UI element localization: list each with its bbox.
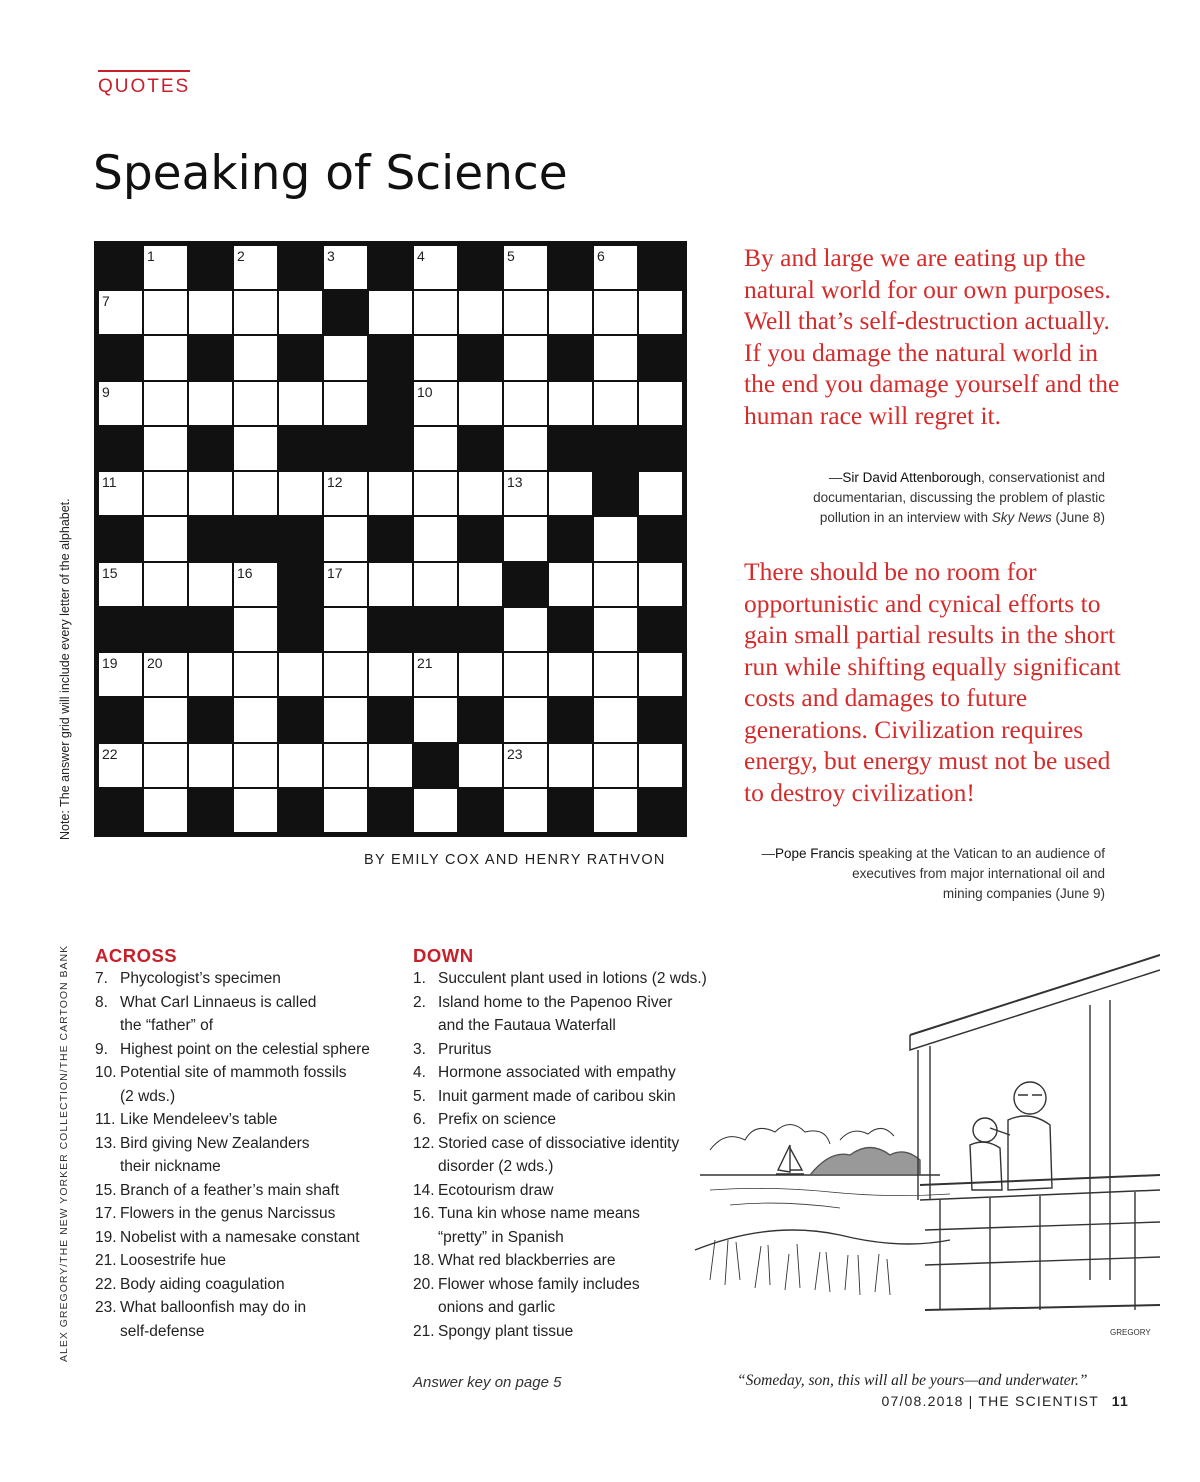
- clue-text: Island home to the Papenoo River and the Fautaua Waterfall: [438, 993, 673, 1034]
- crossword-cell: [234, 427, 277, 470]
- attribution-text: , conservationist and: [981, 470, 1105, 485]
- crossword-cell: [549, 382, 592, 425]
- crossword-cell: [504, 698, 547, 741]
- clue-number: 23.: [95, 1299, 117, 1316]
- cell-number: 4: [417, 248, 425, 264]
- clue-item: [413, 1249, 733, 1273]
- crossword-cell: [594, 246, 637, 289]
- clue-number: 14.: [413, 1181, 435, 1199]
- clue-number: 13.: [95, 1134, 117, 1152]
- clue-text: Loosestrife hue: [120, 1252, 226, 1269]
- cell-number: 15: [102, 564, 118, 581]
- clue-item: [413, 1108, 733, 1132]
- crossword-cell: [234, 698, 277, 741]
- attribution-date: (June 8): [1051, 510, 1105, 525]
- crossword-cell: [324, 653, 367, 696]
- crossword-cell: [504, 246, 547, 289]
- crossword-cell: [369, 744, 412, 787]
- cell-number: 19: [102, 655, 118, 672]
- page-number: 11: [1111, 1393, 1129, 1409]
- attribution-text: pollution in an interview with: [819, 510, 992, 525]
- clue-text: Flowers in the genus Narcissus: [120, 1205, 336, 1222]
- crossword-cell: [324, 517, 367, 560]
- clue-text: Highest point on the celestial sphere: [120, 1040, 370, 1058]
- crossword-cell: [639, 744, 682, 787]
- crossword-cell: [369, 563, 412, 606]
- clue-item: [95, 1108, 385, 1132]
- crossword-cell: [279, 472, 322, 515]
- crossword-cell: [504, 472, 547, 515]
- clue-item: [95, 1249, 385, 1273]
- crossword-cell: [144, 382, 187, 425]
- clue-text: Inuit garment made of caribou skin: [438, 1087, 676, 1105]
- crossword-cell: [324, 698, 367, 741]
- cell-number: 12: [327, 474, 343, 491]
- cell-number: 9: [102, 383, 110, 400]
- crossword-cell: [504, 382, 547, 425]
- crossword-cell: [144, 789, 187, 832]
- crossword-cell: [144, 472, 187, 515]
- crossword-cell: [594, 789, 637, 832]
- grid-note: Note: The answer grid will include every letter of the alphabet.: [58, 498, 72, 840]
- crossword-cell: [279, 382, 322, 425]
- page-footer: [881, 1393, 1129, 1409]
- section-rule: [98, 70, 190, 72]
- clue-item: [413, 1320, 733, 1344]
- clue-item: [413, 1085, 733, 1109]
- clue-number: 10.: [95, 1064, 117, 1081]
- clue-number: 17.: [95, 1205, 117, 1222]
- crossword-cell: [414, 789, 457, 832]
- crossword-cell: [234, 608, 277, 651]
- clue-text: Nobelist with a namesake constant: [120, 1228, 360, 1246]
- clue-item: [95, 967, 385, 991]
- crossword-cell: [369, 653, 412, 696]
- speaker-name: Pope Francis: [775, 846, 855, 861]
- cell-number: 20: [147, 655, 163, 672]
- down-clues: [413, 945, 733, 1343]
- crossword-cell: [594, 563, 637, 606]
- speaker-name: Sir David Attenborough: [842, 470, 982, 485]
- crossword-cell: [504, 517, 547, 560]
- clue-number: 4.: [413, 1064, 426, 1081]
- crossword-cell: [324, 563, 367, 606]
- crossword-cell: [594, 653, 637, 696]
- clue-number: 2.: [413, 993, 426, 1011]
- clue-number: 9.: [95, 1040, 108, 1058]
- crossword-cell: [594, 517, 637, 560]
- clue-item: [413, 1038, 733, 1062]
- clue-number: 5.: [413, 1087, 426, 1105]
- crossword-grid: [94, 241, 687, 837]
- clue-text: Like Mendeleev’s table: [120, 1111, 278, 1128]
- crossword-cell: [369, 472, 412, 515]
- clue-item: [95, 1202, 385, 1226]
- crossword-cell: [504, 789, 547, 832]
- crossword-cell: [99, 472, 142, 515]
- cell-number: 21: [417, 655, 433, 672]
- crossword-cell: [324, 744, 367, 787]
- clue-text: Spongy plant tissue: [438, 1322, 574, 1340]
- crossword-cell: [414, 517, 457, 560]
- issue-date: 07/08.2018: [881, 1393, 964, 1409]
- cell-number: 22: [102, 745, 118, 762]
- crossword-cell: [144, 653, 187, 696]
- clue-text: Body aiding coagulation: [120, 1275, 285, 1293]
- crossword-cell: [594, 291, 637, 334]
- clue-item: [95, 1226, 385, 1250]
- crossword-cell: [594, 336, 637, 379]
- clue-item: [413, 1179, 733, 1203]
- crossword-cell: [324, 789, 367, 832]
- crossword-cell: [189, 563, 232, 606]
- crossword-cell: [99, 653, 142, 696]
- quote-pope-francis: There should be no room for opportunistic and cynical efforts to gain small partial results in the short run while shifting equally significant costs and damages to future generations. Civilization requires energy, but energy must not be used to destroy civilization!: [744, 557, 1121, 807]
- cell-number: 10: [417, 383, 433, 400]
- crossword-cell: [639, 653, 682, 696]
- attribution-text: documentarian, discussing the problem of plastic: [813, 490, 1105, 505]
- crossword-cell: [639, 291, 682, 334]
- crossword-cell: [144, 427, 187, 470]
- attribution-text: speaking at the Vatican to an audience of: [854, 846, 1105, 861]
- crossword-cell: [234, 472, 277, 515]
- crossword-cell: [324, 472, 367, 515]
- cell-number: 3: [327, 248, 335, 264]
- clue-number: 11.: [95, 1111, 116, 1128]
- crossword-cell: [414, 698, 457, 741]
- crossword-cell: [144, 246, 187, 289]
- crossword-cell: [234, 382, 277, 425]
- crossword-cell: [279, 744, 322, 787]
- clue-item: [413, 1273, 733, 1320]
- clue-number: 8.: [95, 993, 108, 1011]
- cartoon-illustration: [690, 950, 1160, 1340]
- magazine-name: THE SCIENTIST: [978, 1393, 1099, 1409]
- crossword-cell: [594, 382, 637, 425]
- crossword-cell: [504, 427, 547, 470]
- crossword-cell: [144, 517, 187, 560]
- cell-number: 11: [102, 474, 117, 491]
- crossword-cell: [279, 291, 322, 334]
- crossword-cell: [234, 563, 277, 606]
- crossword-cell: [414, 427, 457, 470]
- crossword-cell: [99, 382, 142, 425]
- cell-number: 7: [102, 293, 110, 310]
- attribution-text: executives from major international oil and: [852, 866, 1105, 881]
- crossword-cell: [594, 698, 637, 741]
- clue-number: 6.: [413, 1111, 426, 1128]
- clue-text: Branch of a feather’s main shaft: [120, 1181, 340, 1199]
- crossword-cell: [504, 608, 547, 651]
- across-heading: ACROSS: [95, 945, 178, 966]
- clue-number: 3.: [413, 1040, 426, 1058]
- clue-text: What red blackberries are: [438, 1252, 616, 1269]
- crossword-cell: [369, 291, 412, 334]
- crossword-cell: [414, 291, 457, 334]
- crossword-cell: [99, 563, 142, 606]
- crossword-cell: [504, 744, 547, 787]
- answer-key-note: Answer key on page 5: [413, 1374, 562, 1391]
- crossword-cell: [234, 789, 277, 832]
- crossword-cell: [459, 563, 502, 606]
- clue-item: [413, 1132, 733, 1179]
- crossword-cell: [459, 382, 502, 425]
- clue-text: Storied case of dissociative identity disorder (2 wds.): [438, 1134, 680, 1175]
- clue-text: Bird giving New Zealanders their nickname: [120, 1134, 310, 1175]
- clue-item: [95, 1273, 385, 1297]
- clue-item: [95, 1038, 385, 1062]
- clue-item: [413, 991, 733, 1038]
- byline: BY EMILY COX AND HENRY RATHVON: [364, 852, 666, 868]
- crossword-cell: [594, 608, 637, 651]
- crossword-cell: [549, 472, 592, 515]
- clue-text: Potential site of mammoth fossils (2 wds.): [120, 1064, 347, 1105]
- cell-number: 1: [147, 248, 155, 264]
- crossword-cell: [234, 336, 277, 379]
- clue-number: 18.: [413, 1252, 435, 1269]
- crossword-cell: [189, 744, 232, 787]
- cell-number: 23: [507, 745, 523, 762]
- crossword-cell: [414, 382, 457, 425]
- clue-number: 12.: [413, 1134, 435, 1152]
- crossword-cell: [234, 291, 277, 334]
- crossword-cell: [504, 291, 547, 334]
- crossword-cell: [189, 653, 232, 696]
- clue-item: [95, 1132, 385, 1179]
- crossword-cell: [144, 563, 187, 606]
- clue-text: Phycologist’s specimen: [120, 970, 281, 987]
- quote-pope-francis-attribution: —Pope Francis speaking at the Vatican to an audience of executives from major international oil and mining companies (June 9): [745, 844, 1105, 904]
- quote-attenborough-attribution: —Sir David Attenborough, conservationist and documentarian, discussing the problem of plastic pollution in an interview with Sky News (June 8): [745, 468, 1105, 528]
- cell-number: 16: [237, 564, 253, 581]
- crossword-cell: [639, 472, 682, 515]
- clue-text: Flower whose family includes onions and garlic: [438, 1275, 640, 1316]
- down-heading: DOWN: [413, 945, 474, 966]
- clue-text: Hormone associated with empathy: [438, 1064, 676, 1081]
- page-title: Speaking of Science: [93, 146, 568, 201]
- clue-item: [413, 1202, 733, 1249]
- crossword-cell: [639, 563, 682, 606]
- clue-text: Tuna kin whose name means “pretty” in Spanish: [438, 1205, 640, 1246]
- clue-number: 15.: [95, 1181, 117, 1199]
- crossword-cell: [234, 653, 277, 696]
- crossword-cell: [414, 653, 457, 696]
- clue-number: 19.: [95, 1228, 117, 1246]
- section-label: QUOTES: [98, 76, 191, 97]
- photo-credit: ALEX GREGORY/THE NEW YORKER COLLECTION/THE CARTOON BANK: [58, 944, 70, 1362]
- crossword-cell: [144, 291, 187, 334]
- cartoon-caption: “Someday, son, this will all be yours—and underwater.”: [737, 1372, 1088, 1389]
- crossword-cell: [324, 382, 367, 425]
- cell-number: 13: [507, 474, 523, 491]
- crossword-cell: [594, 744, 637, 787]
- quote-attenborough: By and large we are eating up the natural world for our own purposes. Well that’s self-destruction actually. If you damage the natural world in the end you damage yourself and the human race will regret it.: [744, 243, 1120, 430]
- attribution-text: mining companies (June 9): [942, 886, 1105, 901]
- cell-number: 5: [507, 248, 515, 264]
- crossword-cell: [414, 336, 457, 379]
- crossword-cell: [279, 653, 322, 696]
- clue-text: What balloonfish may do in self-defense: [120, 1299, 307, 1340]
- cell-number: 2: [237, 248, 245, 264]
- cell-number: 17: [327, 564, 343, 581]
- crossword-cell: [189, 291, 232, 334]
- clue-number: 22.: [95, 1275, 117, 1293]
- clue-number: 21.: [95, 1252, 117, 1269]
- crossword-cell: [234, 744, 277, 787]
- clue-item: [413, 1061, 733, 1085]
- crossword-cell: [414, 472, 457, 515]
- crossword-cell: [324, 336, 367, 379]
- across-clue-list: [95, 967, 385, 1343]
- crossword-cell: [99, 291, 142, 334]
- clue-number: 16.: [413, 1205, 435, 1222]
- footer-separator: |: [968, 1393, 974, 1409]
- down-clue-list: [413, 967, 733, 1343]
- crossword-cell: [414, 563, 457, 606]
- across-clues: [95, 945, 385, 1343]
- clue-item: [95, 1061, 385, 1108]
- clue-text: What Carl Linnaeus is called the “father” of: [120, 993, 317, 1034]
- cartoon-signature: GREGORY: [1110, 1328, 1151, 1337]
- crossword-cell: [234, 246, 277, 289]
- clue-number: 1.: [413, 970, 426, 987]
- clue-item: [95, 1296, 385, 1343]
- crossword-cell: [549, 291, 592, 334]
- attribution-publication: Sky News: [991, 510, 1052, 525]
- clue-text: Succulent plant used in lotions (2 wds.): [438, 970, 707, 987]
- clue-number: 21.: [413, 1322, 435, 1340]
- crossword-cell: [504, 653, 547, 696]
- clue-item: [413, 967, 733, 991]
- crossword-cell: [459, 744, 502, 787]
- crossword-cell: [189, 472, 232, 515]
- crossword-cell: [549, 744, 592, 787]
- crossword-cell: [189, 382, 232, 425]
- clue-number: 7.: [95, 970, 108, 987]
- clue-text: Prefix on science: [438, 1111, 557, 1128]
- crossword-cell: [549, 563, 592, 606]
- crossword-cell: [459, 291, 502, 334]
- clue-number: 20.: [413, 1275, 435, 1293]
- crossword-cell: [414, 246, 457, 289]
- crossword-cell: [459, 472, 502, 515]
- cell-number: 6: [597, 248, 605, 264]
- crossword-cell: [459, 653, 502, 696]
- crossword-cell: [504, 336, 547, 379]
- crossword-cell: [549, 653, 592, 696]
- crossword-cell: [144, 336, 187, 379]
- clue-text: Pruritus: [438, 1040, 492, 1058]
- crossword-cell: [99, 744, 142, 787]
- crossword-cell: [144, 698, 187, 741]
- crossword-cell: [639, 382, 682, 425]
- crossword-cell: [324, 608, 367, 651]
- clue-text: Ecotourism draw: [438, 1181, 554, 1199]
- crossword-cell: [144, 744, 187, 787]
- crossword-cell: [324, 246, 367, 289]
- clue-item: [95, 991, 385, 1038]
- clue-item: [95, 1179, 385, 1203]
